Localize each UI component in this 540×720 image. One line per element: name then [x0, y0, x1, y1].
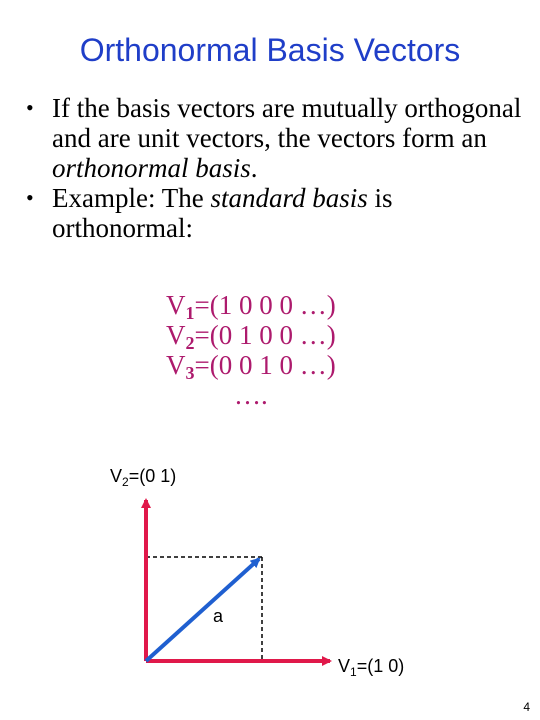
label-subscript: 1 — [350, 665, 357, 679]
bullet-emphasis: orthonormal basis — [52, 153, 251, 183]
vector-name: V — [166, 350, 186, 380]
label-subscript: 2 — [122, 475, 129, 489]
bullet-text-part: is orthonormal: — [52, 183, 393, 243]
vector-name: V — [166, 320, 186, 350]
label-name: V — [110, 466, 123, 486]
bullet-dot-icon: • — [26, 95, 34, 120]
vector-subscript: 1 — [185, 303, 195, 323]
bullet-text-part: . — [250, 153, 258, 183]
vector-value: =(1 0 0 0 …) — [194, 290, 336, 320]
vector-value: =(0 1 0 0 …) — [194, 320, 336, 350]
vector-value: =(0 0 1 0 …) — [194, 350, 336, 380]
x-axis-label — [338, 656, 404, 677]
label-name: V — [338, 656, 351, 676]
bullet-emphasis: standard basis — [210, 183, 368, 213]
vector-subscript: 3 — [185, 363, 195, 383]
bullet-text-part: Example: The — [52, 183, 211, 213]
vector-continuation: …. — [234, 380, 268, 410]
bullet-text-part: If the basis vectors are mutually orthogonal and are unit vectors, the vectors form an — [52, 93, 522, 153]
bullet-dot-icon: • — [26, 185, 34, 210]
vector-subscript: 2 — [185, 333, 195, 353]
page-number: 4 — [523, 700, 530, 714]
vector-name: V — [166, 290, 186, 320]
label-value: =(1 0) — [356, 656, 405, 676]
y-axis-label — [110, 466, 176, 487]
slide-title: Orthonormal Basis Vectors — [79, 32, 461, 68]
label-value: =(0 1) — [128, 466, 177, 486]
vector-a-arrow — [146, 559, 259, 661]
vector-a-label: a — [213, 606, 224, 626]
